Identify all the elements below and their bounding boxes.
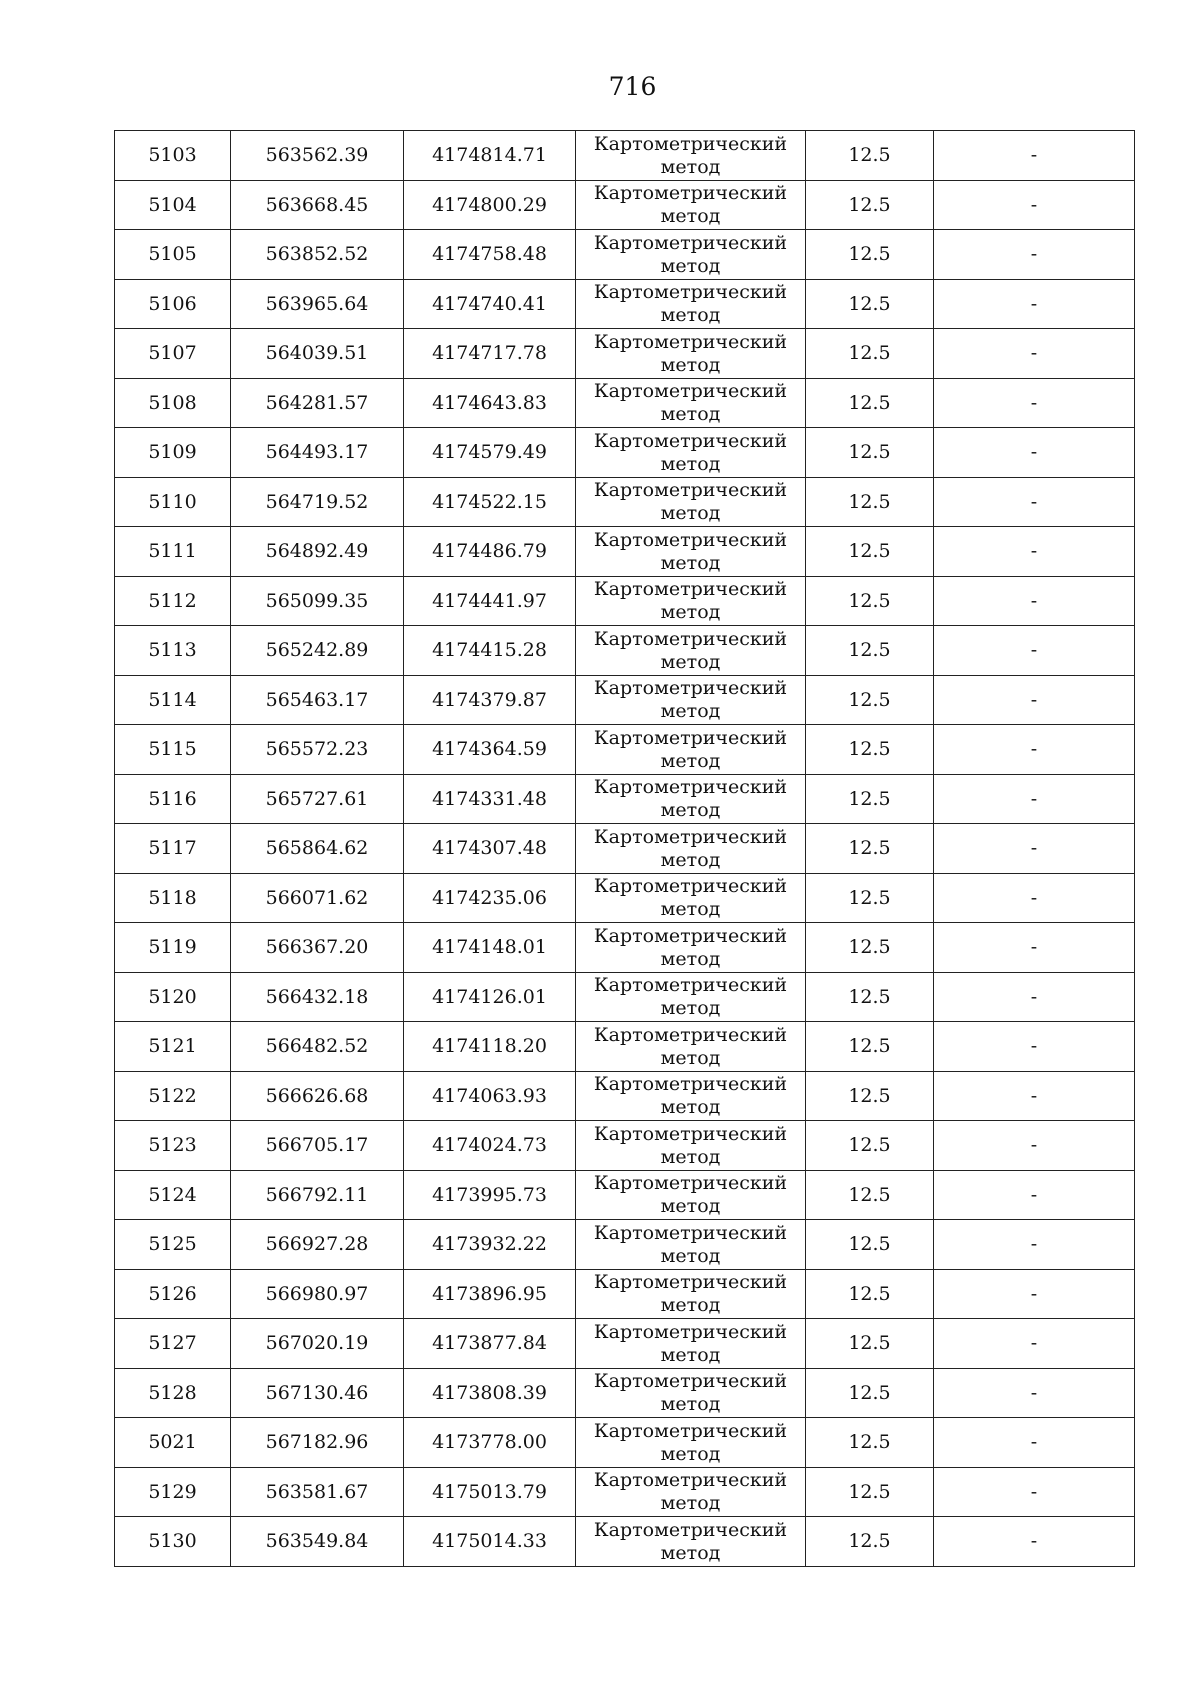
accuracy-cell: 12.5 — [806, 1269, 934, 1319]
y-coordinate-cell: 4174118.20 — [404, 1022, 576, 1072]
table-row — [115, 1170, 1135, 1220]
table-row — [115, 923, 1135, 973]
x-coordinate-cell: 566792.11 — [231, 1170, 404, 1220]
accuracy-cell: 12.5 — [806, 774, 934, 824]
point-number-cell: 5108 — [115, 378, 231, 428]
table-row — [115, 329, 1135, 379]
note-cell: - — [934, 1418, 1135, 1468]
point-number-cell: 5103 — [115, 131, 231, 181]
point-number-cell: 5120 — [115, 972, 231, 1022]
x-coordinate-cell: 563581.67 — [231, 1467, 404, 1517]
method-cell: Картометрический метод — [576, 576, 806, 626]
point-number-cell: 5125 — [115, 1220, 231, 1270]
point-number-cell: 5116 — [115, 774, 231, 824]
y-coordinate-cell: 4174643.83 — [404, 378, 576, 428]
y-coordinate-cell: 4174307.48 — [404, 824, 576, 874]
note-cell: - — [934, 923, 1135, 973]
point-number-cell: 5113 — [115, 626, 231, 676]
point-number-cell: 5111 — [115, 527, 231, 577]
y-coordinate-cell: 4174441.97 — [404, 576, 576, 626]
coordinates-table-body — [115, 131, 1135, 1567]
table-row — [115, 1517, 1135, 1567]
y-coordinate-cell: 4174522.15 — [404, 477, 576, 527]
point-number-cell: 5106 — [115, 279, 231, 329]
x-coordinate-cell: 566705.17 — [231, 1121, 404, 1171]
x-coordinate-cell: 565864.62 — [231, 824, 404, 874]
accuracy-cell: 12.5 — [806, 675, 934, 725]
y-coordinate-cell: 4173778.00 — [404, 1418, 576, 1468]
accuracy-cell: 12.5 — [806, 1071, 934, 1121]
method-cell: Картометрический метод — [576, 1418, 806, 1468]
point-number-cell: 5110 — [115, 477, 231, 527]
note-cell: - — [934, 1170, 1135, 1220]
table-row — [115, 1121, 1135, 1171]
note-cell: - — [934, 774, 1135, 824]
x-coordinate-cell: 563562.39 — [231, 131, 404, 181]
accuracy-cell: 12.5 — [806, 626, 934, 676]
table-row — [115, 725, 1135, 775]
method-cell: Картометрический метод — [576, 774, 806, 824]
accuracy-cell: 12.5 — [806, 824, 934, 874]
x-coordinate-cell: 567182.96 — [231, 1418, 404, 1468]
accuracy-cell: 12.5 — [806, 1220, 934, 1270]
coordinates-table — [114, 130, 1135, 1567]
y-coordinate-cell: 4174486.79 — [404, 527, 576, 577]
page-number: 716 — [608, 72, 657, 101]
method-cell: Картометрический метод — [576, 1269, 806, 1319]
note-cell: - — [934, 230, 1135, 280]
x-coordinate-cell: 566626.68 — [231, 1071, 404, 1121]
point-number-cell: 5114 — [115, 675, 231, 725]
method-cell: Картометрический метод — [576, 131, 806, 181]
method-cell: Картометрический метод — [576, 1220, 806, 1270]
note-cell: - — [934, 675, 1135, 725]
x-coordinate-cell: 567130.46 — [231, 1368, 404, 1418]
accuracy-cell: 12.5 — [806, 180, 934, 230]
y-coordinate-cell: 4174758.48 — [404, 230, 576, 280]
y-coordinate-cell: 4174364.59 — [404, 725, 576, 775]
method-cell: Картометрический метод — [576, 626, 806, 676]
method-cell: Картометрический метод — [576, 329, 806, 379]
note-cell: - — [934, 1121, 1135, 1171]
note-cell: - — [934, 1517, 1135, 1567]
method-cell: Картометрический метод — [576, 873, 806, 923]
table-row — [115, 626, 1135, 676]
note-cell: - — [934, 1467, 1135, 1517]
x-coordinate-cell: 564493.17 — [231, 428, 404, 478]
note-cell: - — [934, 180, 1135, 230]
x-coordinate-cell: 564892.49 — [231, 527, 404, 577]
method-cell: Картометрический метод — [576, 1170, 806, 1220]
point-number-cell: 5021 — [115, 1418, 231, 1468]
table-row — [115, 1022, 1135, 1072]
accuracy-cell: 12.5 — [806, 972, 934, 1022]
x-coordinate-cell: 566432.18 — [231, 972, 404, 1022]
y-coordinate-cell: 4174814.71 — [404, 131, 576, 181]
point-number-cell: 5112 — [115, 576, 231, 626]
note-cell: - — [934, 1319, 1135, 1369]
accuracy-cell: 12.5 — [806, 923, 934, 973]
x-coordinate-cell: 563965.64 — [231, 279, 404, 329]
note-cell: - — [934, 527, 1135, 577]
accuracy-cell: 12.5 — [806, 279, 934, 329]
point-number-cell: 5130 — [115, 1517, 231, 1567]
x-coordinate-cell: 565242.89 — [231, 626, 404, 676]
x-coordinate-cell: 563549.84 — [231, 1517, 404, 1567]
method-cell: Картометрический метод — [576, 1121, 806, 1171]
accuracy-cell: 12.5 — [806, 1170, 934, 1220]
y-coordinate-cell: 4174579.49 — [404, 428, 576, 478]
note-cell: - — [934, 626, 1135, 676]
method-cell: Картометрический метод — [576, 1517, 806, 1567]
x-coordinate-cell: 566071.62 — [231, 873, 404, 923]
x-coordinate-cell: 565572.23 — [231, 725, 404, 775]
method-cell: Картометрический метод — [576, 972, 806, 1022]
table-row — [115, 972, 1135, 1022]
y-coordinate-cell: 4175014.33 — [404, 1517, 576, 1567]
table-row — [115, 824, 1135, 874]
table-row — [115, 180, 1135, 230]
point-number-cell: 5124 — [115, 1170, 231, 1220]
note-cell: - — [934, 1368, 1135, 1418]
note-cell: - — [934, 1220, 1135, 1270]
table-row — [115, 378, 1135, 428]
x-coordinate-cell: 563668.45 — [231, 180, 404, 230]
table-row — [115, 131, 1135, 181]
accuracy-cell: 12.5 — [806, 428, 934, 478]
point-number-cell: 5123 — [115, 1121, 231, 1171]
note-cell: - — [934, 725, 1135, 775]
note-cell: - — [934, 1022, 1135, 1072]
method-cell: Картометрический метод — [576, 477, 806, 527]
note-cell: - — [934, 972, 1135, 1022]
table-row — [115, 1071, 1135, 1121]
note-cell: - — [934, 378, 1135, 428]
point-number-cell: 5126 — [115, 1269, 231, 1319]
accuracy-cell: 12.5 — [806, 1121, 934, 1171]
note-cell: - — [934, 131, 1135, 181]
method-cell: Картометрический метод — [576, 230, 806, 280]
method-cell: Картометрический метод — [576, 1467, 806, 1517]
table-row — [115, 576, 1135, 626]
accuracy-cell: 12.5 — [806, 576, 934, 626]
table-row — [115, 774, 1135, 824]
accuracy-cell: 12.5 — [806, 1022, 934, 1072]
note-cell: - — [934, 824, 1135, 874]
y-coordinate-cell: 4174717.78 — [404, 329, 576, 379]
y-coordinate-cell: 4174331.48 — [404, 774, 576, 824]
accuracy-cell: 12.5 — [806, 873, 934, 923]
method-cell: Картометрический метод — [576, 1071, 806, 1121]
method-cell: Картометрический метод — [576, 725, 806, 775]
table-row — [115, 1368, 1135, 1418]
method-cell: Картометрический метод — [576, 1022, 806, 1072]
accuracy-cell: 12.5 — [806, 131, 934, 181]
accuracy-cell: 12.5 — [806, 329, 934, 379]
table-row — [115, 873, 1135, 923]
accuracy-cell: 12.5 — [806, 527, 934, 577]
point-number-cell: 5119 — [115, 923, 231, 973]
point-number-cell: 5121 — [115, 1022, 231, 1072]
method-cell: Картометрический метод — [576, 428, 806, 478]
y-coordinate-cell: 4174415.28 — [404, 626, 576, 676]
y-coordinate-cell: 4173932.22 — [404, 1220, 576, 1270]
point-number-cell: 5105 — [115, 230, 231, 280]
table-row — [115, 1319, 1135, 1369]
method-cell: Картометрический метод — [576, 527, 806, 577]
point-number-cell: 5117 — [115, 824, 231, 874]
accuracy-cell: 12.5 — [806, 1517, 934, 1567]
accuracy-cell: 12.5 — [806, 1368, 934, 1418]
point-number-cell: 5118 — [115, 873, 231, 923]
x-coordinate-cell: 565463.17 — [231, 675, 404, 725]
accuracy-cell: 12.5 — [806, 1418, 934, 1468]
y-coordinate-cell: 4174148.01 — [404, 923, 576, 973]
point-number-cell: 5129 — [115, 1467, 231, 1517]
note-cell: - — [934, 329, 1135, 379]
x-coordinate-cell: 566482.52 — [231, 1022, 404, 1072]
point-number-cell: 5109 — [115, 428, 231, 478]
x-coordinate-cell: 564719.52 — [231, 477, 404, 527]
method-cell: Картометрический метод — [576, 279, 806, 329]
accuracy-cell: 12.5 — [806, 725, 934, 775]
y-coordinate-cell: 4174063.93 — [404, 1071, 576, 1121]
point-number-cell: 5104 — [115, 180, 231, 230]
table-row — [115, 477, 1135, 527]
note-cell: - — [934, 428, 1135, 478]
table-row — [115, 428, 1135, 478]
x-coordinate-cell: 565727.61 — [231, 774, 404, 824]
point-number-cell: 5128 — [115, 1368, 231, 1418]
table-row — [115, 230, 1135, 280]
x-coordinate-cell: 567020.19 — [231, 1319, 404, 1369]
x-coordinate-cell: 566367.20 — [231, 923, 404, 973]
x-coordinate-cell: 563852.52 — [231, 230, 404, 280]
y-coordinate-cell: 4174740.41 — [404, 279, 576, 329]
point-number-cell: 5107 — [115, 329, 231, 379]
accuracy-cell: 12.5 — [806, 477, 934, 527]
note-cell: - — [934, 576, 1135, 626]
x-coordinate-cell: 564039.51 — [231, 329, 404, 379]
y-coordinate-cell: 4173877.84 — [404, 1319, 576, 1369]
point-number-cell: 5115 — [115, 725, 231, 775]
method-cell: Картометрический метод — [576, 1319, 806, 1369]
note-cell: - — [934, 477, 1135, 527]
y-coordinate-cell: 4174024.73 — [404, 1121, 576, 1171]
accuracy-cell: 12.5 — [806, 230, 934, 280]
accuracy-cell: 12.5 — [806, 1467, 934, 1517]
point-number-cell: 5122 — [115, 1071, 231, 1121]
table-row — [115, 1467, 1135, 1517]
method-cell: Картометрический метод — [576, 923, 806, 973]
y-coordinate-cell: 4173896.95 — [404, 1269, 576, 1319]
table-row — [115, 279, 1135, 329]
x-coordinate-cell: 566980.97 — [231, 1269, 404, 1319]
note-cell: - — [934, 1071, 1135, 1121]
method-cell: Картометрический метод — [576, 1368, 806, 1418]
y-coordinate-cell: 4173808.39 — [404, 1368, 576, 1418]
y-coordinate-cell: 4174800.29 — [404, 180, 576, 230]
note-cell: - — [934, 873, 1135, 923]
note-cell: - — [934, 1269, 1135, 1319]
method-cell: Картометрический метод — [576, 378, 806, 428]
point-number-cell: 5127 — [115, 1319, 231, 1369]
table-row — [115, 675, 1135, 725]
x-coordinate-cell: 566927.28 — [231, 1220, 404, 1270]
note-cell: - — [934, 279, 1135, 329]
y-coordinate-cell: 4175013.79 — [404, 1467, 576, 1517]
y-coordinate-cell: 4174126.01 — [404, 972, 576, 1022]
y-coordinate-cell: 4174379.87 — [404, 675, 576, 725]
y-coordinate-cell: 4174235.06 — [404, 873, 576, 923]
table-row — [115, 1418, 1135, 1468]
table-row — [115, 1269, 1135, 1319]
table-row — [115, 1220, 1135, 1270]
y-coordinate-cell: 4173995.73 — [404, 1170, 576, 1220]
method-cell: Картометрический метод — [576, 675, 806, 725]
method-cell: Картометрический метод — [576, 180, 806, 230]
x-coordinate-cell: 565099.35 — [231, 576, 404, 626]
accuracy-cell: 12.5 — [806, 1319, 934, 1369]
method-cell: Картометрический метод — [576, 824, 806, 874]
table-row — [115, 527, 1135, 577]
x-coordinate-cell: 564281.57 — [231, 378, 404, 428]
accuracy-cell: 12.5 — [806, 378, 934, 428]
